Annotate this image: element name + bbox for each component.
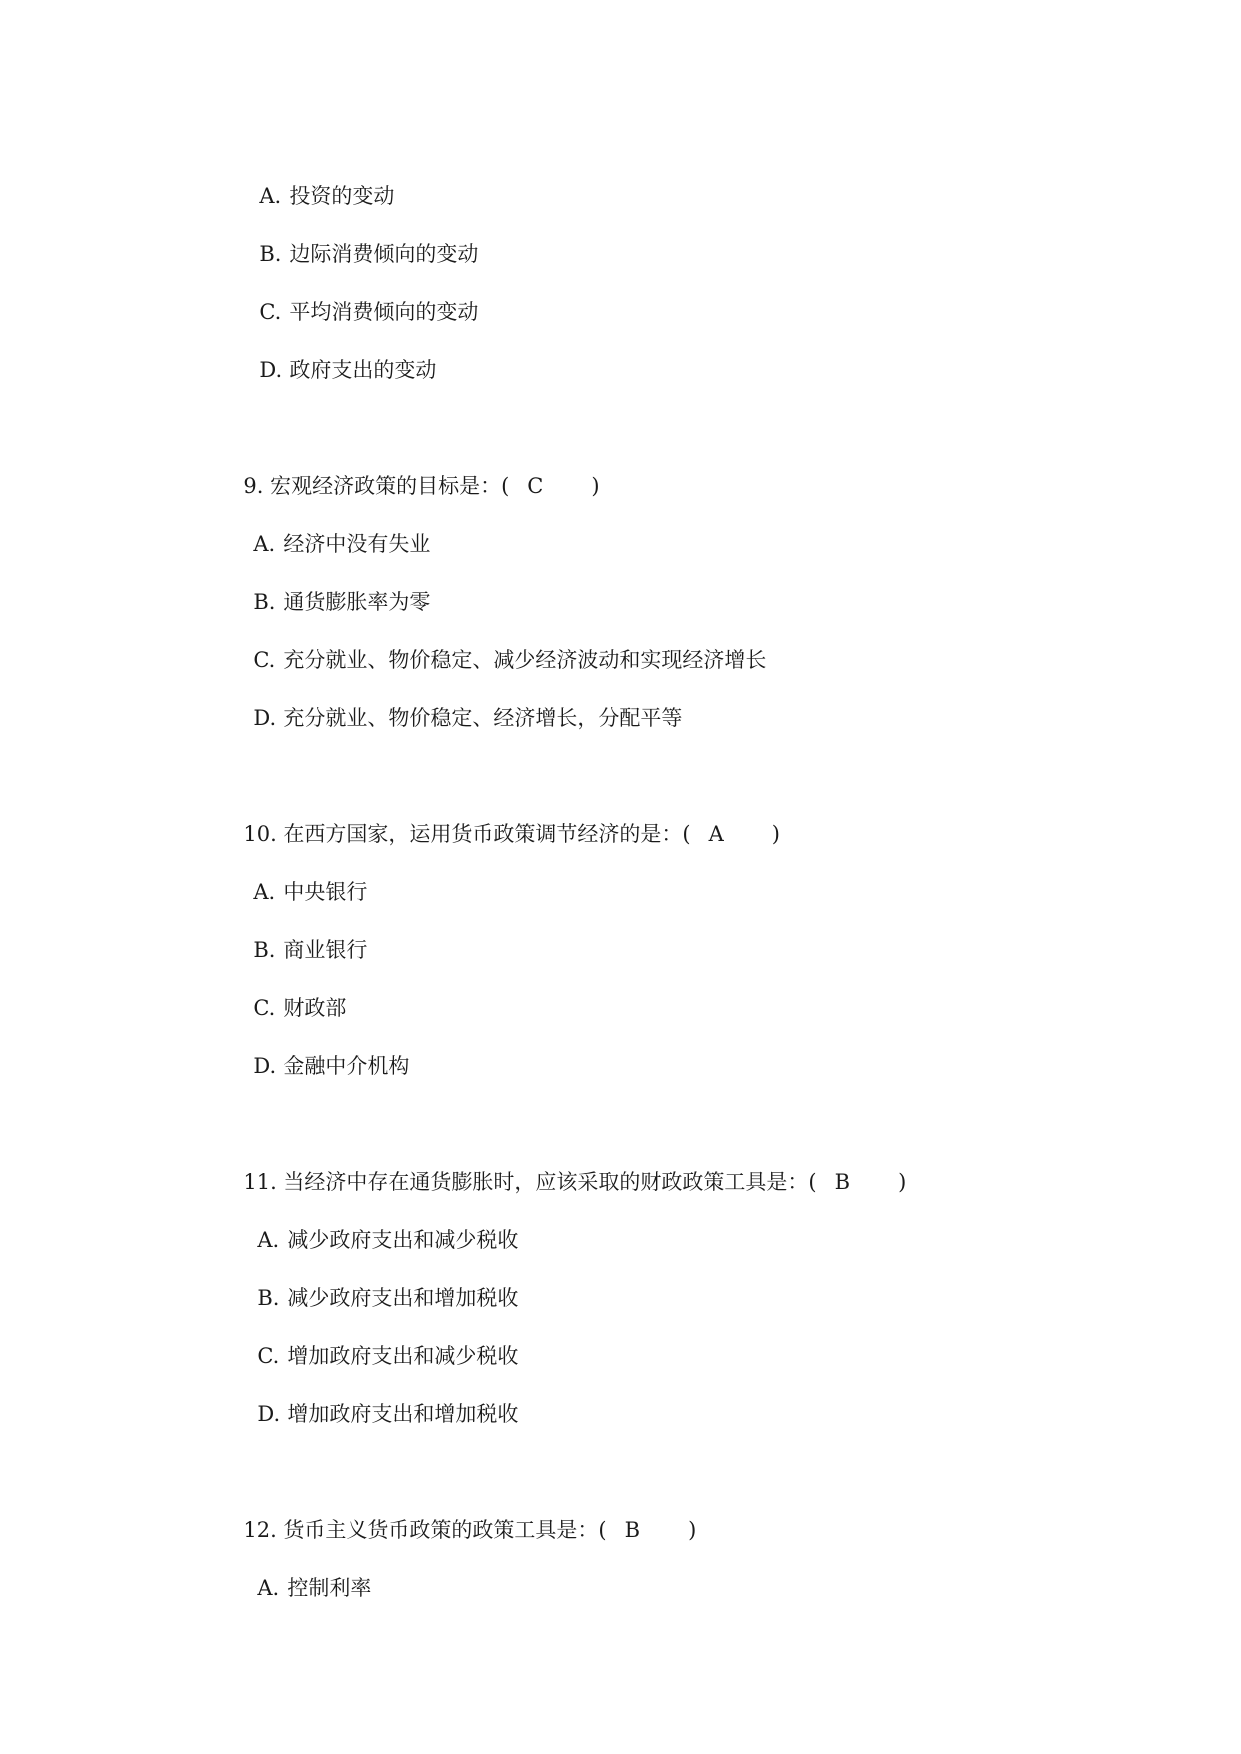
question-stem-text: 10. 在西方国家，运用货币政策调节经济的是：( [243, 822, 691, 846]
question-stem-text: 9. 宏观经济政策的目标是：( [243, 474, 510, 498]
answer-close-paren: ) [898, 1170, 907, 1194]
question-10-option-d [240, 1024, 409, 1080]
question-10-option-b [240, 908, 367, 964]
option-letter: C. [253, 996, 276, 1020]
prev-option-d [246, 328, 436, 384]
option-letter: D. [259, 358, 283, 382]
option-letter: B. [257, 1286, 280, 1310]
option-text: 充分就业、物价稳定、经济增长，分配平等 [283, 706, 683, 730]
option-letter: A. [253, 532, 276, 556]
option-text: 中央银行 [283, 880, 368, 904]
answer-close-paren: ) [771, 822, 780, 846]
option-text: 增加政府支出和增加税收 [287, 1402, 519, 1426]
option-text: 控制利率 [287, 1576, 372, 1600]
question-12-option-a [244, 1546, 371, 1602]
question-9-option-a [240, 502, 430, 558]
option-text: 经济中没有失业 [283, 532, 431, 556]
option-letter: A. [259, 184, 282, 208]
option-letter: A. [253, 880, 276, 904]
option-text: 商业银行 [283, 938, 368, 962]
option-text: 财政部 [283, 996, 347, 1020]
option-text: 金融中介机构 [283, 1054, 410, 1078]
option-text: 投资的变动 [289, 184, 395, 208]
question-11-option-d [244, 1372, 518, 1428]
prev-option-a [246, 154, 394, 210]
option-text: 充分就业、物价稳定、减少经济波动和实现经济增长 [283, 648, 767, 672]
option-letter: C. [257, 1344, 280, 1368]
question-11-option-a [244, 1198, 518, 1254]
option-text: 通货膨胀率为零 [283, 590, 431, 614]
option-letter: D. [253, 1054, 277, 1078]
prev-option-b [246, 212, 478, 268]
option-text: 平均消费倾向的变动 [289, 300, 479, 324]
option-letter: C. [259, 300, 282, 324]
prev-option-c [246, 270, 478, 326]
question-11-stem [230, 1140, 906, 1196]
option-letter: B. [253, 938, 276, 962]
option-text: 边际消费倾向的变动 [289, 242, 479, 266]
answer-letter: B [834, 1170, 851, 1194]
option-text: 减少政府支出和减少税收 [287, 1228, 519, 1252]
answer-letter: A [708, 822, 724, 846]
answer-close-paren: ) [591, 474, 600, 498]
question-9-option-d [240, 676, 682, 732]
question-10-stem [230, 792, 780, 848]
option-letter: D. [257, 1402, 281, 1426]
option-text: 政府支出的变动 [289, 358, 437, 382]
question-stem-text: 12. 货币主义货币政策的政策工具是：( [243, 1518, 607, 1542]
option-text: 增加政府支出和减少税收 [287, 1344, 519, 1368]
question-12-stem [230, 1488, 696, 1544]
question-11-option-c [244, 1314, 518, 1370]
option-letter: B. [253, 590, 276, 614]
question-10-option-a [240, 850, 367, 906]
option-letter: B. [259, 242, 282, 266]
option-letter: D. [253, 706, 277, 730]
option-text: 减少政府支出和增加税收 [287, 1286, 519, 1310]
answer-close-paren: ) [688, 1518, 697, 1542]
option-letter: A. [257, 1228, 280, 1252]
option-letter: C. [253, 648, 276, 672]
question-11-option-b [244, 1256, 518, 1312]
question-10-option-c [240, 966, 346, 1022]
question-9-option-c [240, 618, 766, 674]
question-9-option-b [240, 560, 430, 616]
option-letter: A. [257, 1576, 280, 1600]
answer-letter: C [527, 474, 544, 498]
question-9-stem [230, 444, 600, 500]
answer-letter: B [624, 1518, 641, 1542]
question-stem-text: 11. 当经济中存在通货膨胀时，应该采取的财政政策工具是：( [243, 1170, 817, 1194]
